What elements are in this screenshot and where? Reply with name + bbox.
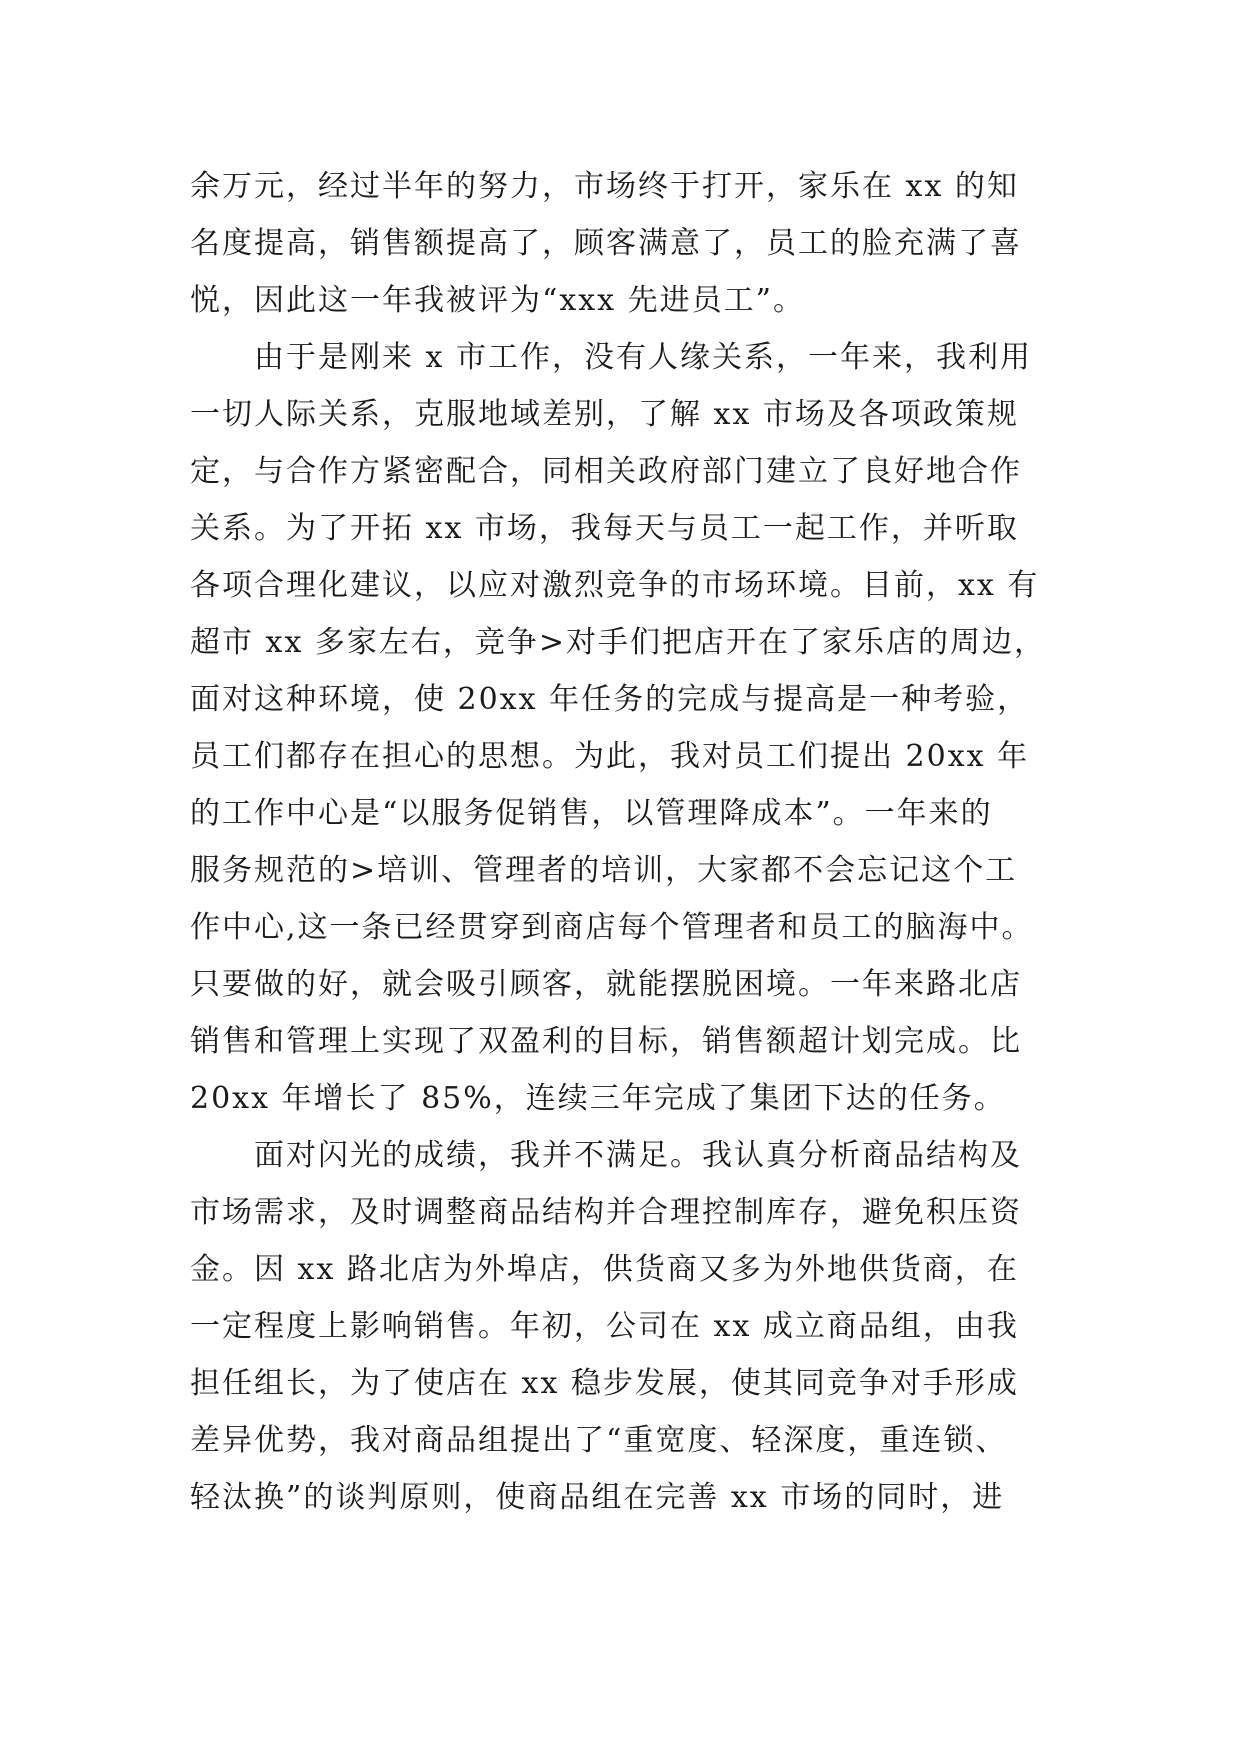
- text-line: 的工作中心是“以服务促销售，以管理降成本”。一年来的: [190, 796, 993, 831]
- paragraph-first-line: 面对闪光的成绩，我并不满足。我认真分析商品结构及: [254, 1138, 1022, 1173]
- text-line: 轻汰换”的谈判原则，使商品组在完善 xx 市场的同时，进: [190, 1480, 1005, 1515]
- text-line: 20xx 年增长了 85%，连续三年完成了集团下达的任务。: [190, 1081, 1006, 1116]
- text-line: 悦，因此这一年我被评为“xxx 先进员工”。: [190, 283, 805, 318]
- paragraph-first-line: 由于是刚来 x 市工作，没有人缘关系，一年来，我利用: [254, 340, 1032, 375]
- text-line: 余万元，经过半年的努力，市场终于打开，家乐在 xx 的知: [190, 169, 1019, 204]
- document-body-text: [190, 158, 1070, 1526]
- text-line: 服务规范的>培训、管理者的培训，大家都不会忘记这个工: [190, 853, 1018, 888]
- text-line: 差异优势，我对商品组提出了“重宽度、轻深度，重连锁、: [190, 1423, 1008, 1458]
- text-line: 各项合理化建议，以应对激烈竞争的市场环境。目前，xx 有: [190, 568, 1040, 603]
- text-line: 一切人际关系，克服地域差别，了解 xx 市场及各项政策规: [190, 397, 1019, 432]
- text-line: 面对这种环境，使 20xx 年任务的完成与提高是一种考验，: [190, 682, 1030, 717]
- text-line: 担任组长，为了使店在 xx 稳步发展，使其同竞争对手形成: [190, 1366, 1019, 1401]
- text-line: 只要做的好，就会吸引顾客，就能摆脱困境。一年来路北店: [190, 967, 1022, 1002]
- text-line: 金。因 xx 路北店为外埠店，供货商又多为外地供货商，在: [190, 1252, 1019, 1287]
- text-line: 销售和管理上实现了双盈利的目标，销售额超计划完成。比: [190, 1024, 1022, 1059]
- text-line: 定，与合作方紧密配合，同相关政府部门建立了良好地合作: [190, 454, 1022, 489]
- text-line: 名度提高，销售额提高了，顾客满意了，员工的脸充满了喜: [190, 226, 1022, 261]
- text-line: 员工们都存在担心的思想。为此，我对员工们提出 20xx 年: [190, 739, 1030, 774]
- text-line: 超市 xx 多家左右，竞争>对手们把店开在了家乐店的周边，: [190, 625, 1047, 660]
- text-line: 关系。为了开拓 xx 市场，我每天与员工一起工作，并听取: [190, 511, 1019, 546]
- text-line: 市场需求，及时调整商品结构并合理控制库存，避免积压资: [190, 1195, 1022, 1230]
- text-line: 作中心,这一条已经贯穿到商店每个管理者和员工的脑海中。: [190, 910, 1034, 945]
- text-line: 一定程度上影响销售。年初，公司在 xx 成立商品组，由我: [190, 1309, 1019, 1344]
